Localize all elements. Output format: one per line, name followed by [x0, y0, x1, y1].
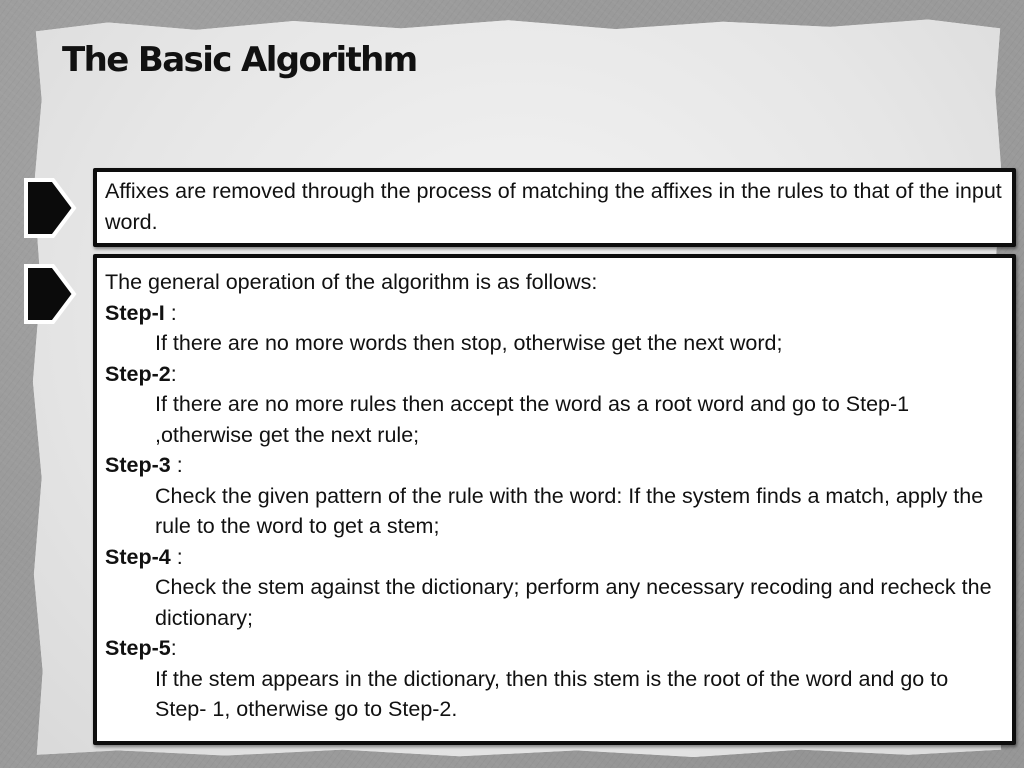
step-separator: : [170, 361, 177, 386]
step-1-description: If there are no more words then stop, otherwise get the next word; [155, 331, 783, 355]
step-1-heading [105, 298, 1004, 329]
algorithm-steps-box [93, 254, 1016, 745]
step-label: Step-4 [105, 544, 171, 569]
affix-removal-text: Affixes are removed through the process of matching the affixes in the rules to that of the input word. [105, 179, 1002, 234]
step-3-description: Check the given pattern of the rule with the word: If the system finds a match, apply the rule to the word to get a stem; [155, 483, 984, 538]
step-4-description: Check the stem against the dictionary; perform any necessary recoding and recheck the dictionary; [155, 575, 992, 630]
affix-removal-box [93, 168, 1016, 247]
steps-intro: The general operation of the algorithm is as follows: [105, 270, 598, 294]
step-2-heading [105, 359, 1004, 390]
arrow-bullet-icon [21, 262, 79, 326]
step-separator: : [170, 453, 183, 477]
slide-title: The Basic Algorithm [62, 40, 417, 80]
step-label: Step-3 [105, 453, 171, 477]
step-5-description: If the stem appears in the dictionary, then this stem is the root of the word and go to Step- 1, otherwise go to Step-2. [155, 666, 949, 721]
step-2-description: If there are no more rules then accept the word as a root word and go to Step-1 ,otherwise get the next rule; [155, 392, 910, 447]
step-separator: : [170, 544, 183, 569]
step-label: Step-2 [105, 361, 171, 386]
step-separator: : [170, 636, 177, 660]
step-separator: : [164, 300, 177, 325]
arrow-bullet-icon [21, 176, 79, 240]
step-label: Step-I [105, 300, 165, 325]
step-label: Step-5 [105, 636, 171, 660]
step-4-heading [105, 542, 1004, 573]
step-5-heading [105, 633, 1004, 664]
step-3-heading [105, 450, 1004, 481]
